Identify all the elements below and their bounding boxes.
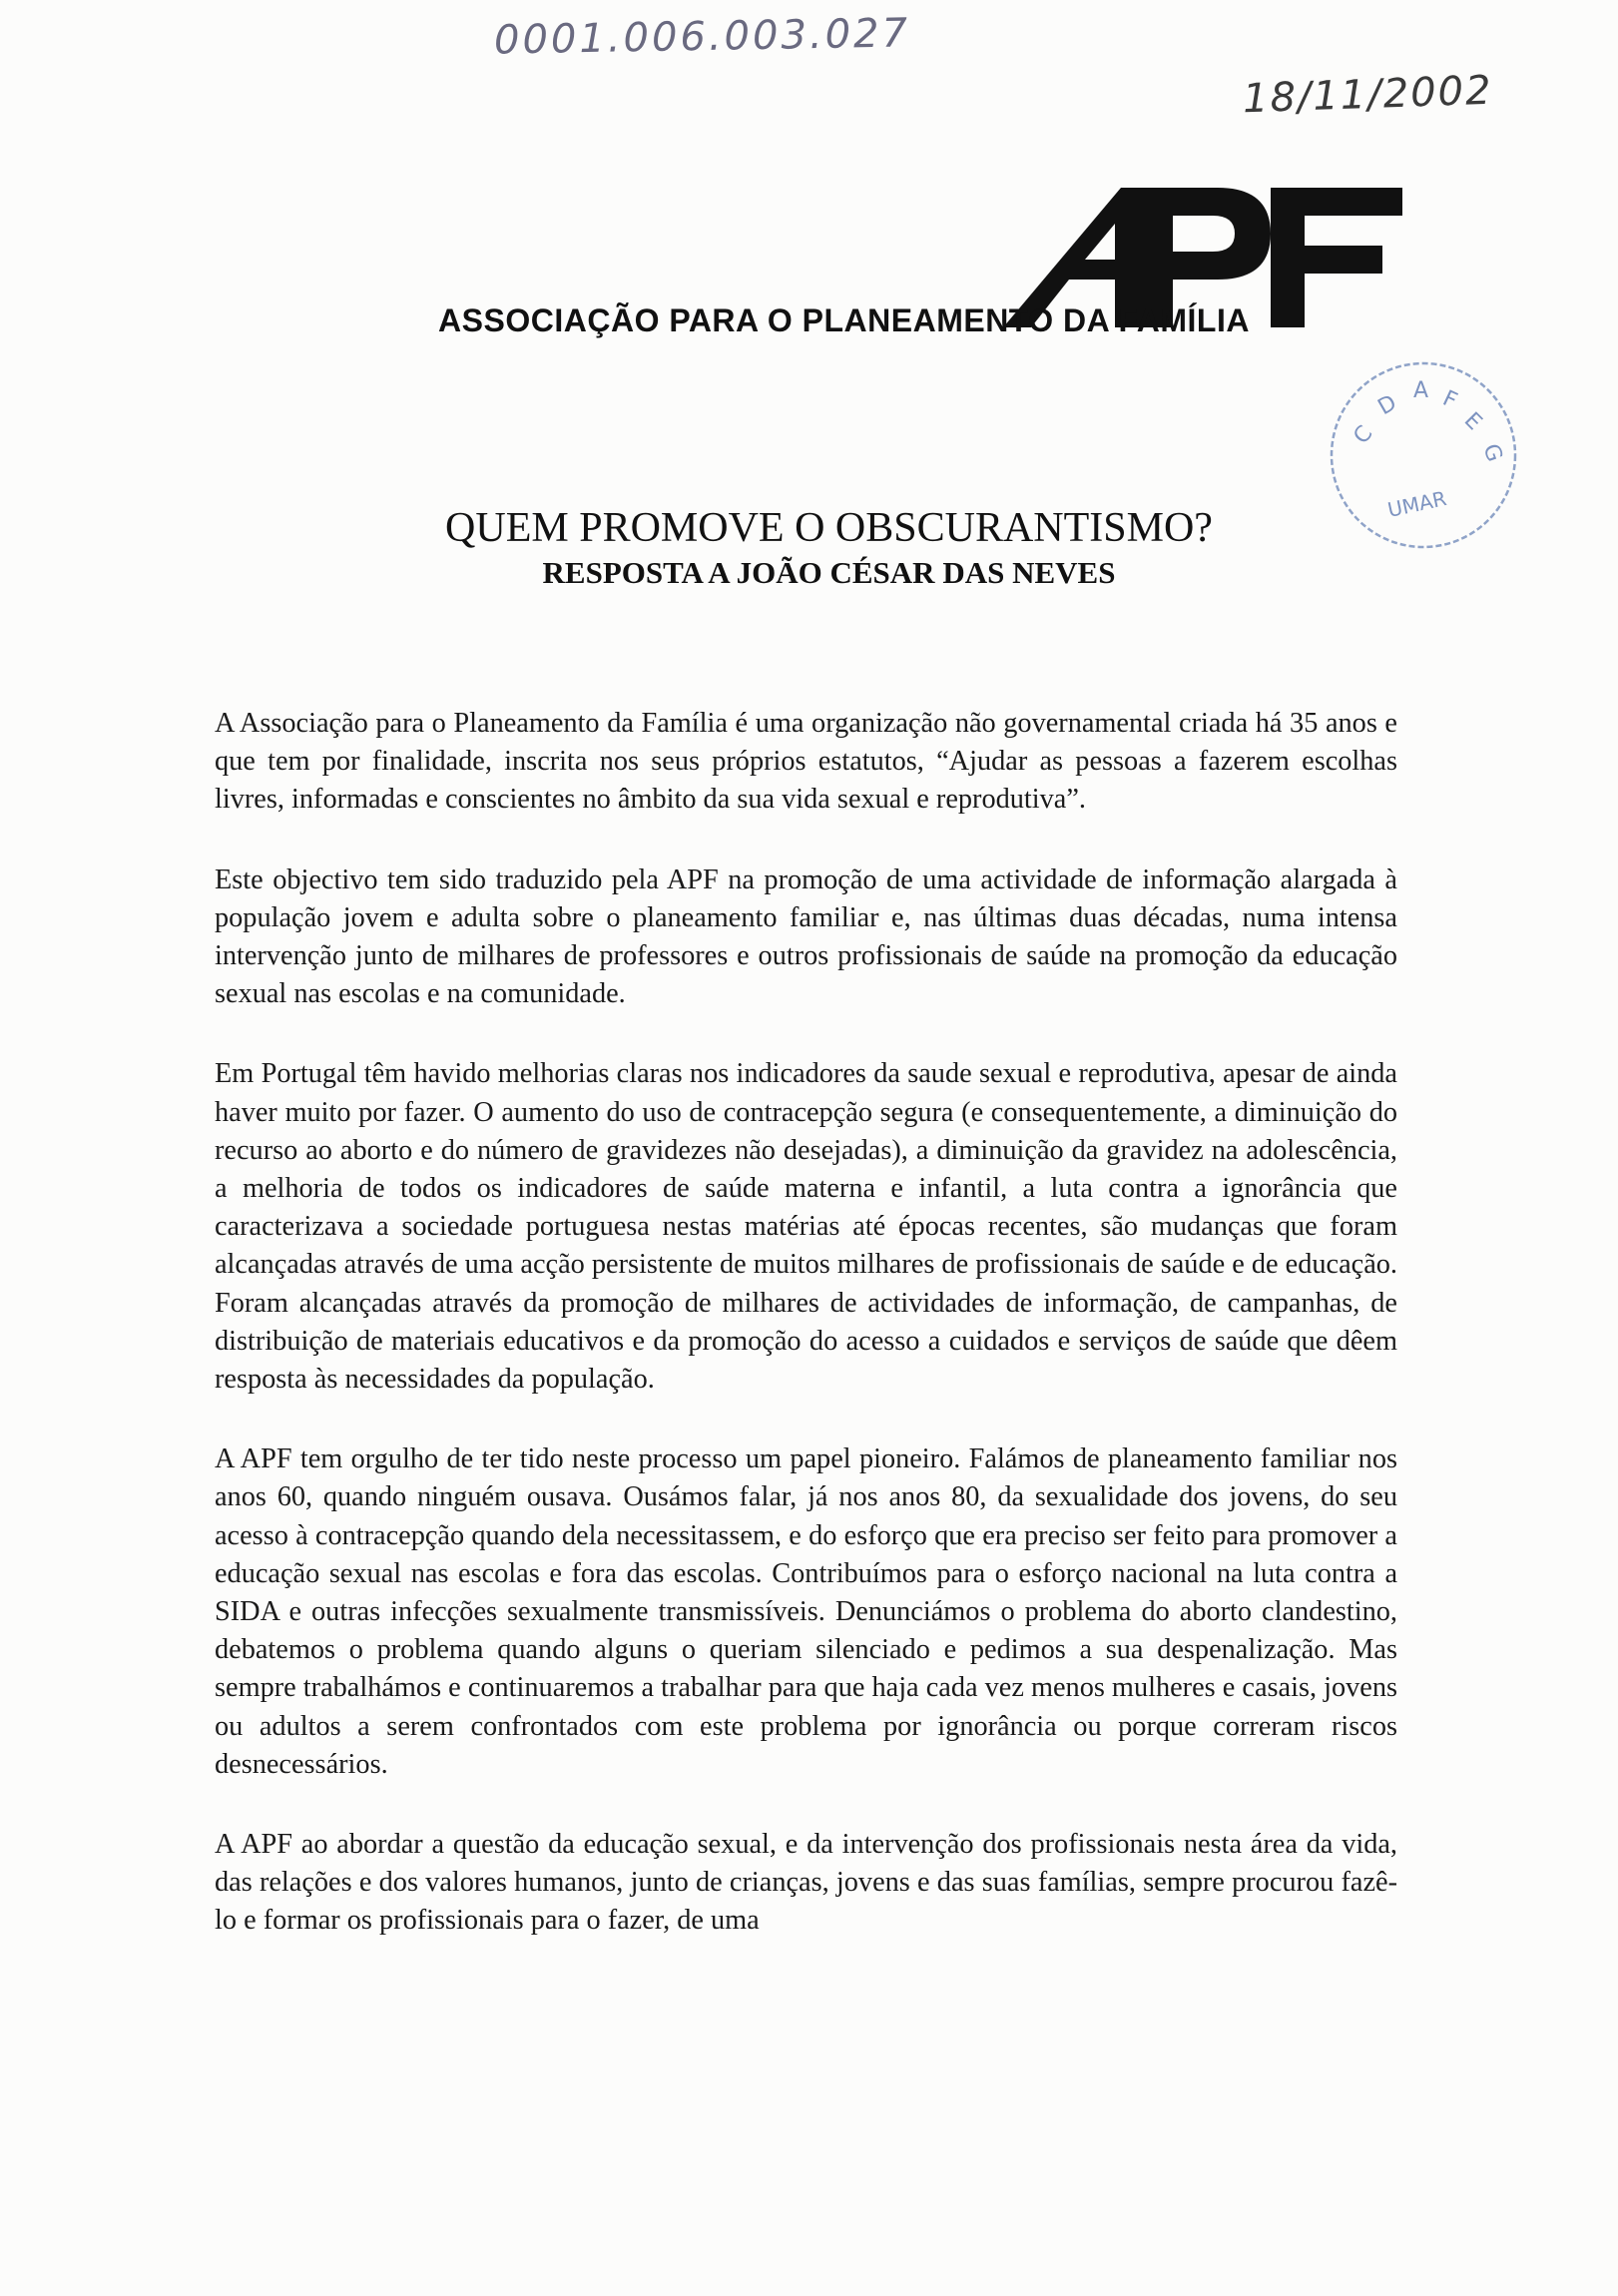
svg-text:A: A (1413, 378, 1429, 403)
svg-text:E: E (1458, 407, 1487, 436)
paragraph: Este objectivo tem sido traduzido pela APF na promoção de uma actividade de informação alargada à população jovem e adulta sobre o planeamento familiar e, nas últimas duas décadas, numa intensa intervenção junto de milhares de professores e outros profissionais de saúde na promoção da educação sexual nas escolas e na comunidade. (215, 863, 1397, 1010)
svg-text:UMAR: UMAR (1385, 486, 1449, 522)
handwritten-date: 18/11/2002 (1242, 67, 1494, 123)
document-body (215, 705, 1397, 1983)
svg-text:C: C (1348, 421, 1378, 449)
svg-text:F: F (1438, 385, 1461, 414)
document-subtitle: RESPOSTA A JOÃO CÉSAR DAS NEVES (542, 555, 1116, 590)
document-title: QUEM PROMOVE O OBSCURANTISMO? (445, 505, 1213, 551)
organization-name: ASSOCIAÇÃO PARA O PLANEAMENTO DA FAMÍLIA (438, 302, 1250, 338)
paragraph: A APF tem orgulho de ter tido neste processo um papel pioneiro. Falámos de planeamento familiar nos anos 60, quando ninguém ousava. Ousámos falar, já nos anos 80, da sexualidade dos jovens, do seu acesso à contracepção quando dela necessitassem, e do esforço que era preciso ser feito para promover a educação sexual nas escolas e fora das escolas. Contribuímos para o esforço nacional na luta contra a SIDA e outras infecções sexualmente transmissíveis. Denunciámos o problema do aborto clandestino, debatemos o problema quando alguns o queriam silenciado e pedimos a sua despenalização. Mas sempre trabalhámos e continuaremos a trabalhar para que haja cada vez menos mulheres e casais, jovens ou adultos a serem confrontados com este problema por ignorância ou porque correram riscos desnecessários. (215, 1443, 1397, 1780)
paragraph: Em Portugal têm havido melhorias claras nos indicadores da saude sexual e reprodutiva, apesar de ainda haver muito por fazer. O aumento do uso de contracepção segura (e consequentemente, a diminuição do recurso ao aborto e do número de gravidezes não desejadas), a diminuição da gravidez na adolescência, a melhoria de todos os indicadores de saúde materna e infantil, a luta contra a ignorância que caracterizava a sociedade portuguesa nestas matérias até épocas recentes, são mudanças que foram alcançadas através de uma acção persistente de muitos milhares de profissionais de saúde e de educação. Foram alcançadas através da promoção de milhares de actividades de informação, de campanhas, de distribuição de materiais educativos e da promoção do acesso a cuidados e serviços de saúde que dêem resposta às necessidades da população. (215, 1058, 1397, 1396)
svg-text:G: G (1477, 440, 1507, 466)
archive-reference-number: 0001.006.003.027 (493, 10, 911, 64)
svg-text:D: D (1373, 390, 1401, 421)
paragraph: A APF ao abordar a questão da educação sexual, e da intervenção dos profissionais nesta área da vida, das relações e dos valores humanos, junto de crianças, jovens e das suas famílias, sempre procurou fazê-lo e formar os profissionais para o fazer, de uma (215, 1829, 1397, 1937)
paragraph: A Associação para o Planeamento da Família é uma organização não governamental criada há 35 anos e que tem por finalidade, inscrita nos seus próprios estatutos, “Ajudar as pessoas a fazerem escolhas livres, informadas e conscientes no âmbito da sua vida sexual e reprodutiva”. (215, 708, 1397, 816)
